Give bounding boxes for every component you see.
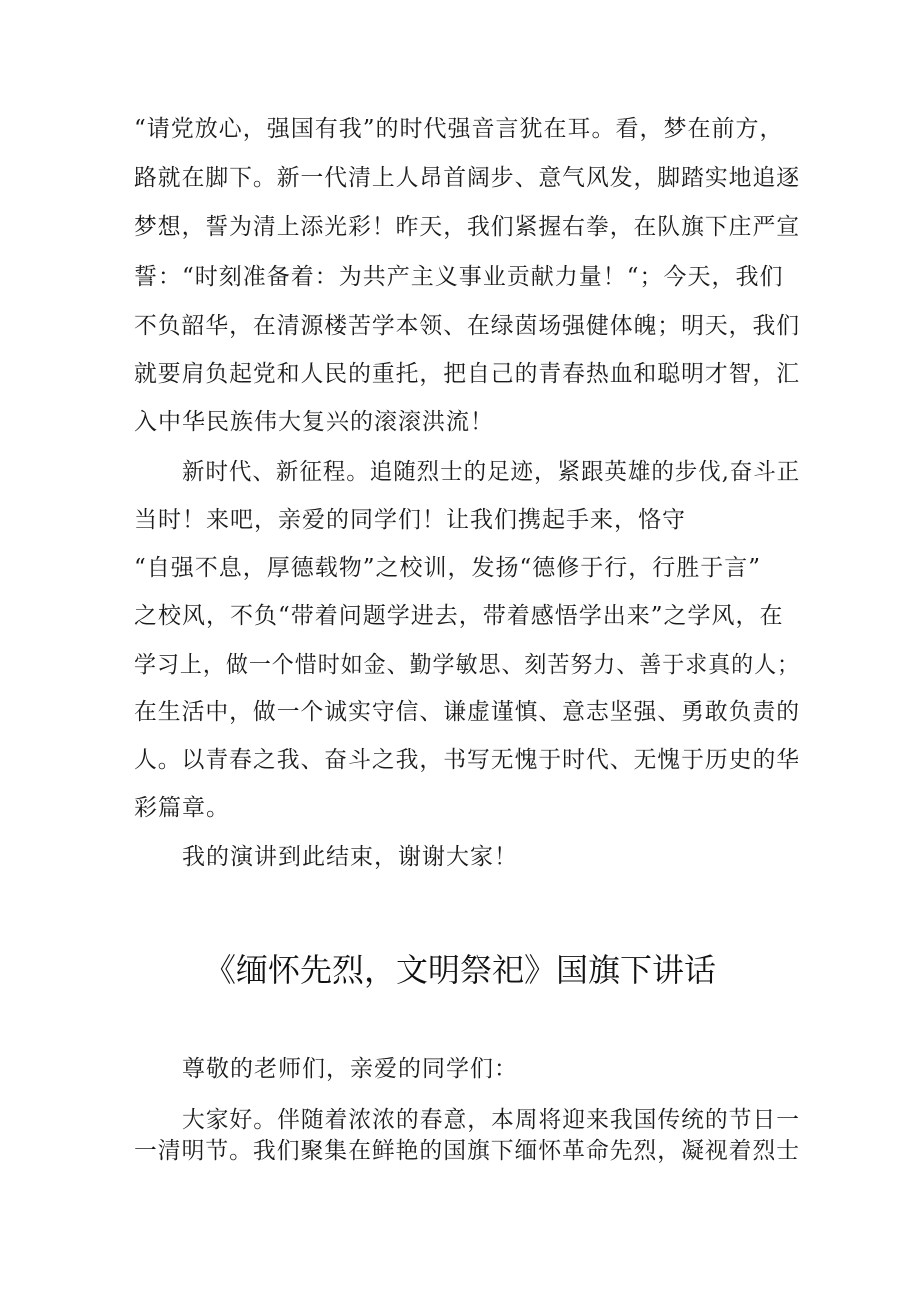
text-line: 在生活中，做一个诚实守信、谦虚谨慎、意志坚强、勇敢负责的 xyxy=(134,699,801,725)
text-line: 之校风，不负“带着问题学进去，带着感悟学出来”之学风，在 xyxy=(134,603,784,629)
text-line: “自强不息，厚德载物”之校训，发扬“德修于行，行胜于言” xyxy=(134,555,762,581)
text-line: 誓：“时刻准备着：为共产主义事业贡献力量！“；今天，我们 xyxy=(134,264,784,290)
closing-line: 我的演讲到此结束，谢谢大家！ xyxy=(182,844,518,870)
text-line: 一清明节。我们聚集在鲜艳的国旗下缅怀革命先烈，凝视着烈士 xyxy=(134,1138,801,1164)
text-line: “请党放心，强国有我”的时代强音言犹在耳。看，梦在前方， xyxy=(134,116,784,142)
text-line: 梦想，誓为清上添光彩！昨天，我们紧握右拳，在队旗下庄严宣 xyxy=(134,214,801,240)
text-line: 大家好。伴随着浓浓的春意，本周将迎来我国传统的节日一 xyxy=(182,1107,801,1133)
text-line: 人。以青春之我、奋斗之我，书写无愧于时代、无愧于历史的华 xyxy=(134,747,801,773)
text-line: 彩篇章。 xyxy=(134,795,230,821)
text-line: 入中华民族伟大复兴的滚滚洪流！ xyxy=(134,409,494,435)
text-line: 就要肩负起党和人民的重托，把自己的青春热血和聪明才智，汇 xyxy=(134,361,801,387)
text-line: 学习上，做一个惜时如金、勤学敏思、刻苦努力、善于求真的人； xyxy=(134,652,801,678)
text-line: 不负韶华，在清源楼苦学本领、在绿茵场强健体魄；明天，我们 xyxy=(134,313,801,339)
text-line: 路就在脚下。新一代清上人昂首阔步、意气风发，脚踏实地追逐 xyxy=(134,165,801,191)
text-line: 新时代、新征程。追随烈士的足迹，紧跟英雄的步伐,奋斗正 xyxy=(182,459,801,485)
greeting-line: 尊敬的老师们，亲爱的同学们： xyxy=(182,1056,518,1082)
text-line: 当时！来吧，亲爱的同学们！让我们携起手来，恪守 xyxy=(134,507,686,533)
speech-title: 《缅怀先烈，文明祭祀》国旗下讲话 xyxy=(204,951,717,989)
